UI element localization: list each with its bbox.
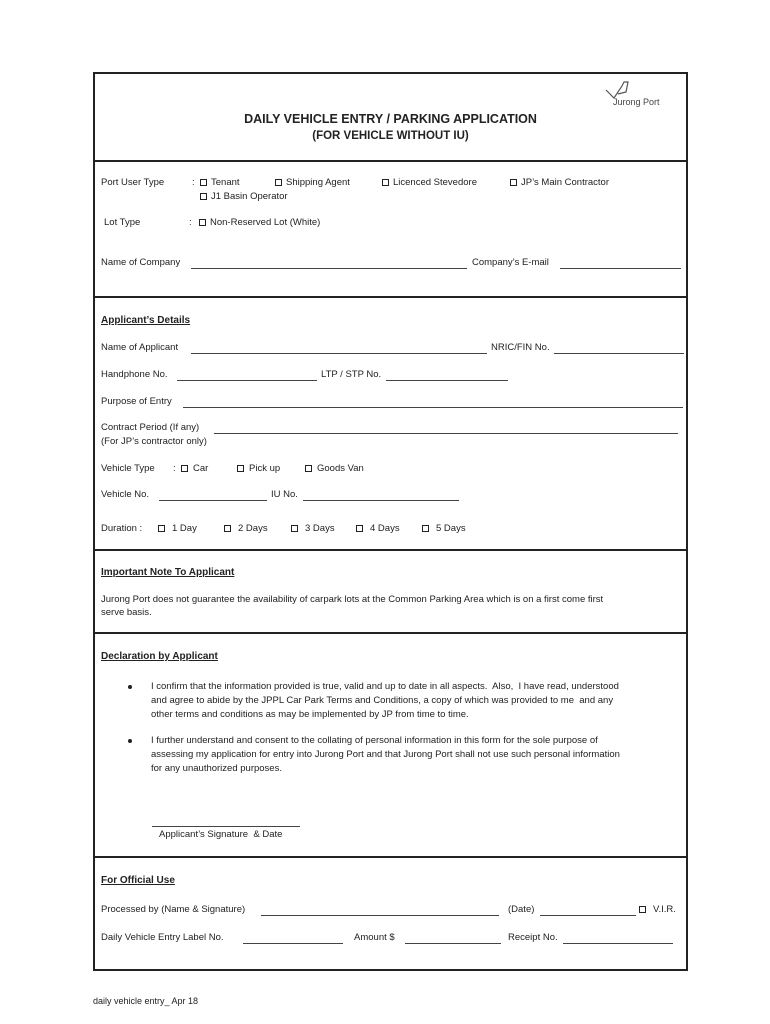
vir-checkbox[interactable] — [639, 906, 646, 913]
handphone-label: Handphone No. — [101, 369, 168, 380]
declaration-heading: Declaration by Applicant — [101, 651, 218, 662]
declaration-bullet-1-line-2: and agree to abide by the JPPL Car Park Terms and Conditions, a copy of which was provided to me and any — [151, 695, 614, 706]
date-label: (Date) — [508, 904, 535, 915]
duration-5-days-checkbox[interactable] — [422, 525, 429, 532]
declaration-bullet-2-line-2: assessing my application for entry into Jurong Port and that Jurong Port shall not use such personal information — [151, 749, 620, 760]
j1-basin-operator-checkbox[interactable] — [200, 193, 207, 200]
ltp-field[interactable] — [386, 380, 508, 381]
footer-text: daily vehicle entry_ Apr 18 — [93, 996, 199, 1006]
processed-by-field[interactable] — [261, 915, 499, 916]
company-name-label: Name of Company — [101, 257, 181, 268]
declaration-bullet-1-line-1: I confirm that the information provided is true, valid and up to date in all aspects. Also, I have read, understood — [151, 681, 619, 692]
form-subtitle: (FOR VEHICLE WITHOUT IU) — [312, 130, 469, 142]
application-form — [93, 72, 688, 971]
form-title: DAILY VEHICLE ENTRY / PARKING APPLICATION — [244, 112, 537, 126]
receipt-field[interactable] — [563, 943, 673, 944]
tenant-label: Tenant — [211, 177, 240, 188]
receipt-label: Receipt No. — [508, 932, 558, 943]
applicant-name-field[interactable] — [191, 353, 487, 354]
ltp-label: LTP / STP No. — [321, 369, 382, 380]
divider — [95, 549, 686, 551]
company-name-field[interactable] — [191, 268, 467, 269]
declaration-bullet-1-line-3: other terms and conditions as may be implemented by JP from time to time. — [151, 709, 469, 720]
non-reserved-lot-label: Non-Reserved Lot (White) — [210, 217, 321, 228]
divider — [95, 296, 686, 298]
label-no-field[interactable] — [243, 943, 343, 944]
pickup-checkbox[interactable] — [237, 465, 244, 472]
duration-4-days-checkbox[interactable] — [356, 525, 363, 532]
duration-2-days-label: 2 Days — [238, 523, 268, 534]
contract-note: (For JP’s contractor only) — [101, 436, 207, 447]
goods-van-label: Goods Van — [317, 463, 364, 474]
pickup-label: Pick up — [249, 463, 281, 474]
signature-label: Applicant’s Signature & Date — [159, 829, 283, 840]
divider — [95, 856, 686, 858]
handphone-field[interactable] — [177, 380, 317, 381]
j1-basin-operator-label: J1 Basin Operator — [211, 191, 288, 202]
vehicle-no-label: Vehicle No. — [101, 489, 150, 500]
vir-label: V.I.R. — [653, 904, 676, 915]
duration-1-day-checkbox[interactable] — [158, 525, 165, 532]
important-note-heading: Important Note To Applicant — [101, 567, 235, 578]
duration-4-days-label: 4 Days — [370, 523, 400, 534]
duration-3-days-checkbox[interactable] — [291, 525, 298, 532]
applicant-details-heading: Applicant’s Details — [101, 315, 191, 326]
date-field[interactable] — [540, 915, 636, 916]
duration-1-day-label: 1 Day — [172, 523, 197, 534]
important-note-line-2: serve basis. — [101, 607, 152, 618]
port-user-type-label: Port User Type — [101, 177, 165, 188]
amount-field[interactable] — [405, 943, 501, 944]
official-use-heading: For Official Use — [101, 875, 175, 886]
duration-2-days-checkbox[interactable] — [224, 525, 231, 532]
shipping-agent-label: Shipping Agent — [286, 177, 350, 188]
nric-field[interactable] — [554, 353, 684, 354]
contract-period-label: Contract Period (If any) — [101, 422, 200, 433]
duration-label: Duration : — [101, 523, 143, 534]
divider — [95, 632, 686, 634]
tenant-checkbox[interactable] — [200, 179, 207, 186]
contract-period-field[interactable] — [214, 433, 678, 434]
duration-5-days-label: 5 Days — [436, 523, 466, 534]
licenced-stevedore-label: Licenced Stevedore — [393, 177, 477, 188]
important-note-line-1: Jurong Port does not guarantee the availability of carpark lots at the Common Parking Area which is on a first come first — [101, 594, 604, 605]
amount-label: Amount $ — [354, 932, 395, 943]
processed-by-label: Processed by (Name & Signature) — [101, 904, 246, 915]
purpose-field[interactable] — [183, 407, 683, 408]
divider — [95, 160, 686, 162]
declaration-bullet-2-line-3: for any unauthorized purposes. — [151, 763, 282, 774]
declaration-bullet-2-line-1: I further understand and consent to the collating of personal information in this form for the sole purpose of — [151, 735, 598, 746]
purpose-label: Purpose of Entry — [101, 396, 172, 407]
signature-field[interactable] — [152, 826, 300, 827]
vehicle-no-field[interactable] — [159, 500, 267, 501]
company-email-field[interactable] — [560, 268, 681, 269]
shipping-agent-checkbox[interactable] — [275, 179, 282, 186]
goods-van-checkbox[interactable] — [305, 465, 312, 472]
duration-3-days-label: 3 Days — [305, 523, 335, 534]
car-checkbox[interactable] — [181, 465, 188, 472]
licenced-stevedore-checkbox[interactable] — [382, 179, 389, 186]
colon: : — [192, 177, 195, 188]
logo-text: Jurong Port — [613, 97, 660, 107]
iu-no-label: IU No. — [271, 489, 298, 500]
company-email-label: Company’s E-mail — [472, 257, 549, 268]
non-reserved-lot-checkbox[interactable] — [199, 219, 206, 226]
lot-type-label: Lot Type — [104, 217, 141, 228]
car-label: Car — [193, 463, 209, 474]
colon: : — [189, 217, 192, 228]
jp-main-contractor-checkbox[interactable] — [510, 179, 517, 186]
vehicle-type-label: Vehicle Type — [101, 463, 155, 474]
jp-main-contractor-label: JP’s Main Contractor — [521, 177, 609, 188]
nric-label: NRIC/FIN No. — [491, 342, 550, 353]
iu-no-field[interactable] — [303, 500, 459, 501]
bullet — [128, 739, 132, 743]
label-no-label: Daily Vehicle Entry Label No. — [101, 932, 224, 943]
bullet — [128, 685, 132, 689]
applicant-name-label: Name of Applicant — [101, 342, 179, 353]
colon: : — [173, 463, 176, 474]
